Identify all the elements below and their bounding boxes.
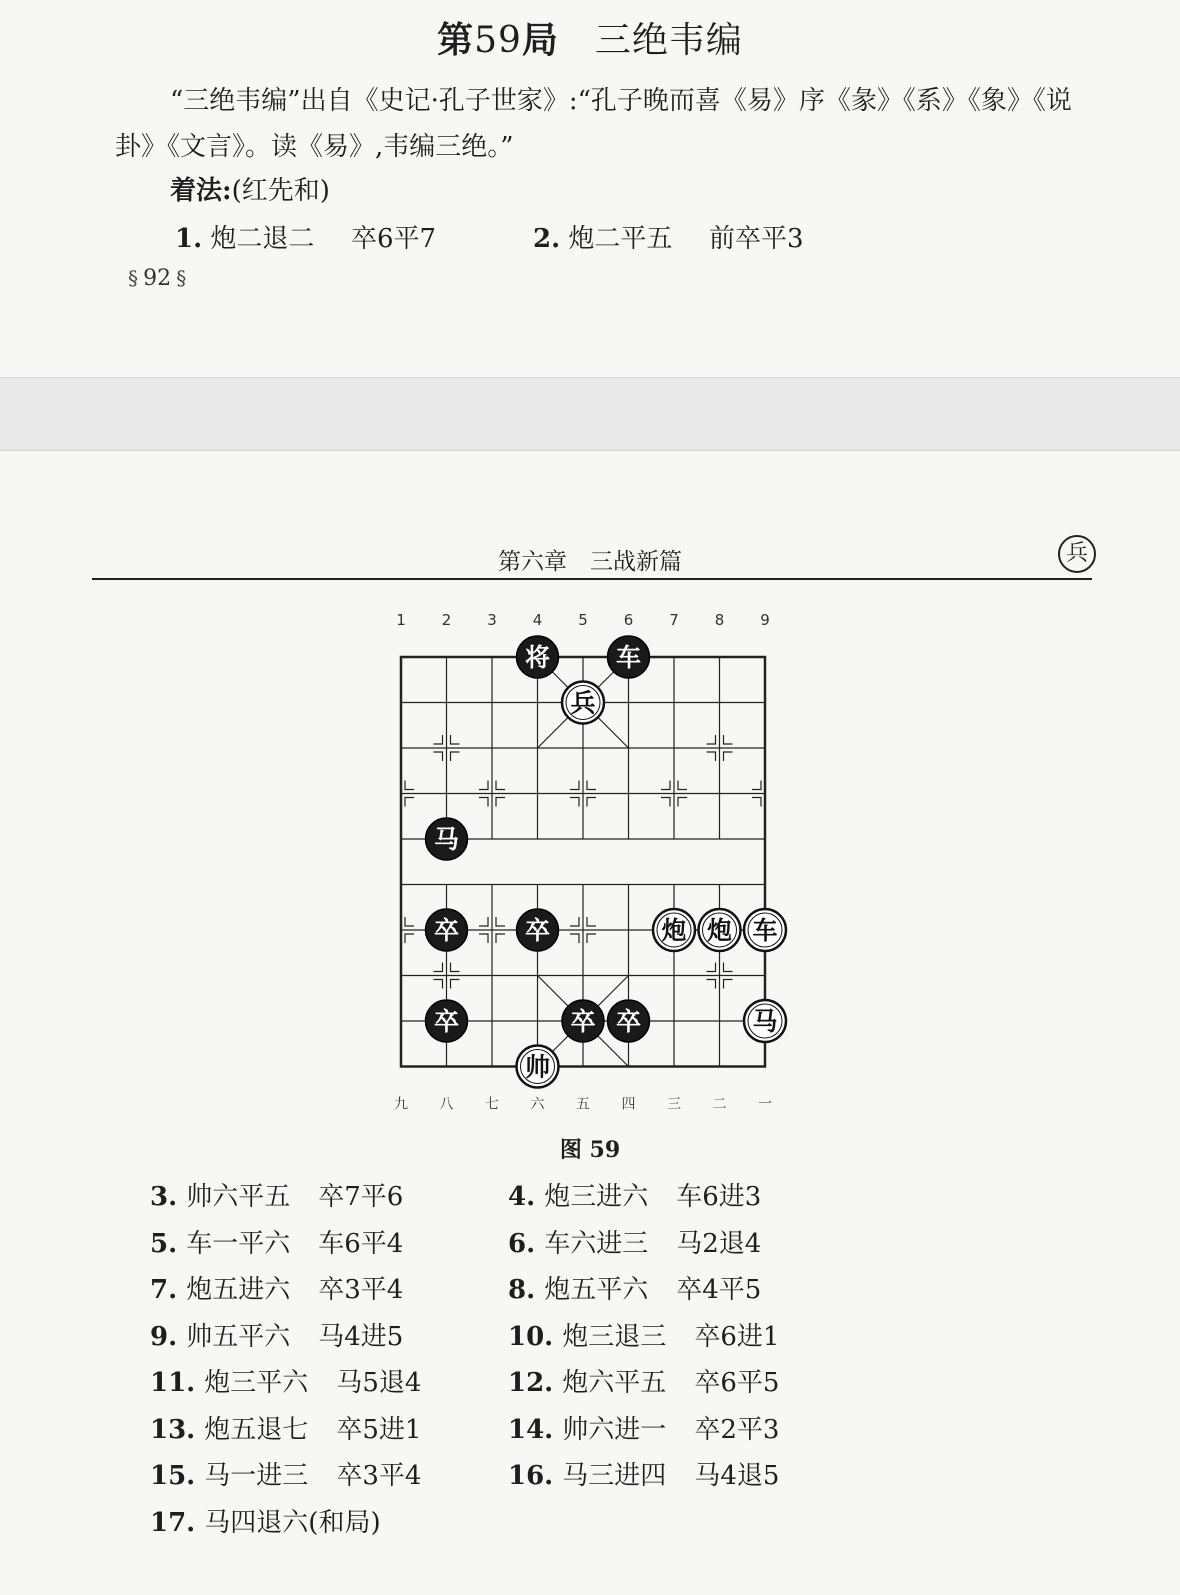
black-piece (608, 1000, 650, 1042)
move-row (150, 1362, 421, 1399)
move-number: 8. (508, 1275, 545, 1305)
move-row (150, 1223, 403, 1260)
position-mark (405, 934, 414, 943)
chapter-header: 第六章 三战新篇 (498, 549, 682, 575)
position-mark (707, 735, 716, 744)
file-label-top: 1 (396, 611, 406, 629)
move-number: 11. (150, 1368, 205, 1398)
piece-label: 卒 (570, 1007, 596, 1036)
move-row (150, 1269, 403, 1306)
black-piece (562, 1000, 604, 1042)
piece-label: 卒 (524, 916, 551, 945)
piece-label: 卒 (433, 916, 460, 945)
move-row (150, 1455, 421, 1492)
title-number: 59 (474, 20, 522, 61)
page-number-block (128, 266, 186, 291)
red-piece (744, 909, 786, 951)
position-mark (496, 934, 505, 943)
title-name: 三绝韦编 (594, 20, 743, 61)
black-move: 卒4平5 (676, 1275, 762, 1305)
move-number: 6. (508, 1228, 545, 1259)
position-mark (479, 798, 488, 807)
move-number: 14. (508, 1414, 563, 1445)
position-mark (434, 735, 443, 744)
move-number: 3. (150, 1182, 187, 1212)
red-piece (517, 1046, 559, 1088)
red-piece (744, 1000, 786, 1042)
black-piece (517, 909, 559, 951)
position-mark (678, 798, 687, 807)
move-row (508, 1269, 761, 1306)
notation-label: 着法: (170, 176, 232, 206)
move-row (150, 1502, 381, 1539)
position-mark (496, 917, 505, 926)
file-label-top: 7 (669, 611, 679, 629)
ornament-left-icon: § (128, 266, 138, 290)
figure-caption: 图 59 (559, 1137, 621, 1163)
file-label-bottom: 二 (712, 1096, 727, 1111)
move-number: 16. (508, 1461, 563, 1491)
file-label-bottom: 七 (485, 1096, 499, 1111)
position-mark (405, 917, 414, 926)
position-mark (570, 781, 579, 790)
move-number: 7. (150, 1275, 187, 1305)
black-move: 卒6进1 (694, 1321, 780, 1352)
move-row (508, 1455, 779, 1492)
file-label-top: 6 (623, 611, 634, 629)
position-mark (587, 917, 596, 926)
black-piece (517, 636, 559, 678)
red-move: 炮五平六 (544, 1275, 649, 1305)
chapter-badge-icon: 兵 (1058, 535, 1096, 573)
position-mark (451, 752, 460, 761)
file-label-bottom: 六 (530, 1096, 545, 1111)
position-mark (752, 798, 761, 807)
position-mark (434, 752, 443, 761)
notation-heading (170, 168, 330, 214)
position-mark (451, 735, 460, 744)
piece-label: 帅 (524, 1052, 551, 1082)
position-mark (405, 798, 414, 807)
piece-label: 车 (752, 916, 778, 945)
page-bottom (0, 450, 1180, 1595)
xiangqi-board (380, 601, 800, 1111)
position-mark (661, 798, 670, 807)
move-number: 4. (508, 1182, 545, 1212)
page-top (0, 0, 1180, 378)
position-mark (570, 934, 579, 943)
header-rule (92, 578, 1092, 580)
move-row (533, 218, 804, 255)
red-move: 马三进四 (562, 1461, 667, 1491)
black-piece (426, 1000, 468, 1042)
piece-label: 车 (615, 643, 642, 672)
piece-label: 炮 (661, 916, 687, 945)
position-mark (587, 798, 596, 807)
position-mark (724, 735, 733, 744)
file-label-top: 2 (441, 611, 452, 629)
black-move: 马2退4 (676, 1228, 762, 1259)
red-move: 炮三平六 (204, 1368, 309, 1398)
move-row (150, 1316, 403, 1353)
position-mark (496, 798, 505, 807)
black-move: 卒5进1 (336, 1414, 422, 1445)
red-move: 帅六进一 (562, 1414, 667, 1445)
red-move: 马一进三 (204, 1461, 309, 1491)
black-piece (426, 818, 468, 860)
position-mark (707, 980, 716, 989)
move-number: 12. (508, 1368, 563, 1398)
position-mark (587, 934, 596, 943)
piece-label: 卒 (433, 1007, 460, 1036)
notation-result: (红先和) (231, 176, 330, 206)
piece-label: 炮 (706, 916, 733, 945)
piece-label: 卒 (615, 1007, 642, 1036)
position-mark (752, 781, 761, 790)
position-mark (678, 781, 687, 790)
game-title (0, 12, 1180, 63)
move-row (508, 1316, 779, 1353)
red-move: 帅五平六 (186, 1321, 291, 1352)
position-mark (707, 963, 716, 972)
black-move: 前卒平3 (708, 224, 804, 254)
ornament-right-icon: § (176, 266, 187, 290)
file-label-top: 5 (578, 611, 588, 629)
black-move: 卒3平4 (336, 1461, 422, 1491)
move-number: 1. (175, 224, 203, 254)
move-row (508, 1362, 779, 1399)
move-row (150, 1176, 403, 1213)
title-suffix: 局 (521, 19, 559, 61)
black-move: 马4进5 (318, 1321, 404, 1352)
black-move: 卒3平4 (318, 1275, 404, 1305)
black-move: 车6进3 (676, 1182, 762, 1212)
move-row (508, 1409, 779, 1446)
red-piece (699, 909, 741, 951)
position-mark (707, 752, 716, 761)
position-mark (434, 963, 443, 972)
red-move: 炮六平五 (562, 1368, 667, 1398)
position-mark (405, 781, 414, 790)
page-number: 92 (143, 266, 172, 291)
black-move: 车6平4 (318, 1228, 404, 1259)
position-mark (434, 980, 443, 989)
red-move: 炮五退七 (204, 1414, 309, 1445)
move-number: 10. (508, 1321, 563, 1352)
title-prefix: 第 (437, 19, 475, 61)
position-mark (587, 781, 596, 790)
piece-label: 马 (433, 825, 460, 854)
position-mark (570, 917, 579, 926)
red-move: 炮三进六 (544, 1182, 649, 1212)
black-move: 卒6平5 (694, 1368, 780, 1398)
piece-label: 兵 (570, 688, 596, 718)
black-move: 卒6平7 (350, 224, 437, 254)
move-row (508, 1176, 761, 1213)
red-move: 帅六平五 (186, 1182, 291, 1212)
file-label-bottom: 三 (667, 1096, 681, 1111)
red-move: 马四退六(和局) (204, 1507, 381, 1538)
move-number: 9. (150, 1321, 187, 1352)
intro-line-2: 卦》《文言》。读《易》,韦编三绝。” (115, 132, 514, 162)
file-label-bottom: 五 (576, 1096, 590, 1111)
file-label-bottom: 四 (621, 1096, 636, 1111)
file-label-bottom: 九 (394, 1096, 408, 1111)
red-move: 车六进三 (544, 1228, 649, 1259)
red-move: 炮五进六 (186, 1275, 291, 1305)
file-label-top: 9 (760, 611, 770, 629)
position-mark (451, 963, 460, 972)
file-label-bottom: 八 (439, 1096, 454, 1111)
red-move: 炮二平五 (568, 224, 673, 254)
position-mark (479, 934, 488, 943)
position-mark (496, 781, 505, 790)
file-label-top: 4 (532, 611, 543, 629)
position-mark (724, 980, 733, 989)
black-move: 卒7平6 (318, 1182, 404, 1212)
black-move: 卒2平3 (694, 1414, 780, 1445)
move-number: 13. (150, 1414, 205, 1445)
position-mark (451, 980, 460, 989)
piece-label: 马 (752, 1007, 778, 1036)
position-mark (724, 752, 733, 761)
position-mark (479, 781, 488, 790)
file-label-top: 8 (714, 611, 725, 629)
file-label-bottom: 一 (758, 1096, 772, 1111)
black-move: 马5退4 (336, 1368, 422, 1398)
intro-line-1: “三绝韦编”出自《史记·孔子世家》:“孔子晚而喜《易》序《彖》《系》《象》《说 (170, 86, 1072, 116)
position-mark (479, 917, 488, 926)
black-piece (608, 636, 650, 678)
black-move: 马4退5 (694, 1461, 780, 1491)
red-piece (653, 909, 695, 951)
move-row (508, 1223, 761, 1260)
move-number: 2. (533, 224, 561, 254)
move-row (175, 218, 436, 255)
piece-label: 将 (524, 643, 551, 672)
position-mark (661, 781, 670, 790)
move-row (150, 1409, 421, 1446)
position-mark (570, 798, 579, 807)
file-label-top: 3 (487, 611, 497, 629)
move-number: 15. (150, 1461, 205, 1491)
position-mark (724, 963, 733, 972)
red-move: 炮三退三 (562, 1321, 667, 1352)
red-move: 炮二退二 (210, 224, 315, 254)
black-piece (426, 909, 468, 951)
red-move: 车一平六 (186, 1228, 291, 1259)
move-number: 5. (150, 1228, 187, 1259)
red-piece (562, 682, 604, 724)
move-number: 17. (150, 1507, 205, 1538)
